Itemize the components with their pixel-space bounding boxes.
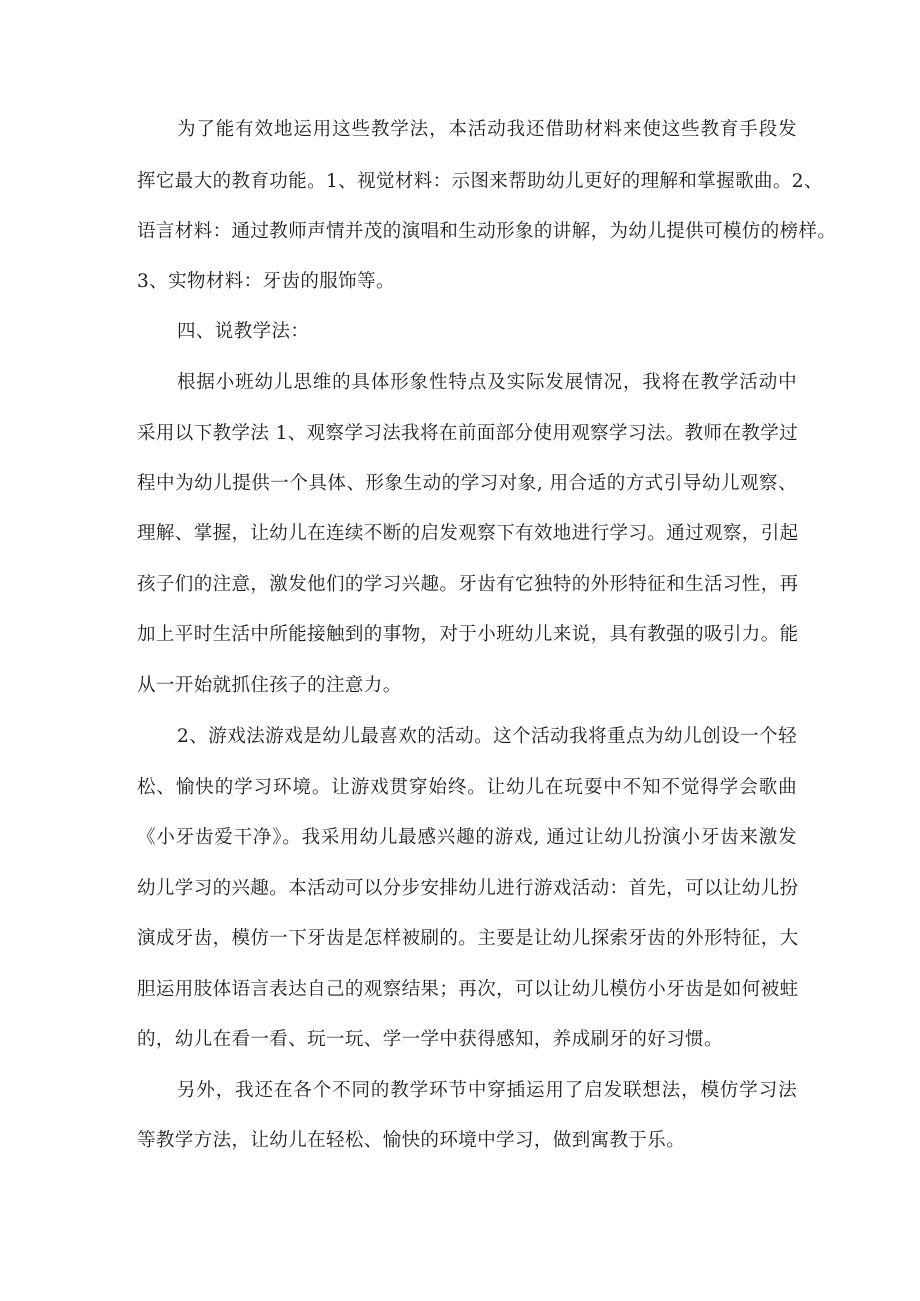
text-line: 的，幼儿在看一看、玩一玩、学一学中获得感知，养成刷牙的好习惯。: [137, 1029, 723, 1050]
text-line: 胆运用肢体语言表达自己的观察结果；再次，可以让幼儿模仿小牙齿是如何被蛀: [137, 979, 799, 1000]
text-line: 3、实物材料：牙齿的服饰等。: [137, 271, 395, 292]
text-line: 挥它最大的教育功能。1、视觉材料：示图来帮助幼儿更好的理解和掌握歌曲。2、: [137, 171, 823, 192]
section-heading: 四、说教学法：: [177, 321, 310, 342]
text-line: 从一开始就抓住孩子的注意力。: [137, 675, 402, 696]
text-line: 采用以下教学法 1、观察学习法我将在前面部分使用观察学习法。教师在教学过: [137, 423, 799, 444]
text-line: 理解、掌握，让幼儿在连续不断的启发观察下有效地进行学习。通过观察，引起: [137, 523, 799, 544]
text-line: 幼儿学习的兴趣。本活动可以分步安排幼儿进行游戏活动：首先，可以让幼儿扮: [137, 878, 799, 899]
text-line: 2、游戏法游戏是幼儿最喜欢的活动。这个活动我将重点为幼儿创设一个轻: [177, 726, 797, 747]
text-line: 等教学方法，让幼儿在轻松、愉快的环境中学习，做到寓教于乐。: [137, 1130, 686, 1151]
text-line: 松、愉快的学习环境。让游戏贯穿始终。让幼儿在玩耍中不知不觉得学会歌曲: [137, 777, 797, 798]
text-line: 加上平时生活中所能接触到的事物，对于小班幼儿来说，具有教强的吸引力。能: [137, 624, 799, 645]
text-line: 另外，我还在各个不同的教学环节中穿插运用了启发联想法，模仿学习法: [177, 1080, 797, 1101]
text-line: 演成牙齿，模仿一下牙齿是怎样被刷的。主要是让幼儿探索牙齿的外形特征，大: [137, 928, 799, 949]
text-line: 根据小班幼儿思维的具体形象性特点及实际发展情况，我将在教学活动中: [177, 372, 797, 393]
text-line: 孩子们的注意，激发他们的学习兴趣。牙齿有它独特的外形特征和生活习性，再: [137, 574, 799, 595]
text-line: 语言材料：通过教师声情并茂的演唱和生动形象的讲解，为幼儿提供可模仿的榜样。: [137, 221, 837, 242]
text-line: 《小牙齿爱干净》。我采用幼儿最感兴趣的游戏, 通过让幼儿扮演小牙齿来激发: [137, 827, 797, 848]
text-line: 为了能有效地运用这些教学法，本活动我还借助材料来使这些教育手段发: [177, 119, 797, 140]
text-line: 程中为幼儿提供一个具体、形象生动的学习对象, 用合适的方式引导幼儿观察、: [137, 473, 797, 494]
